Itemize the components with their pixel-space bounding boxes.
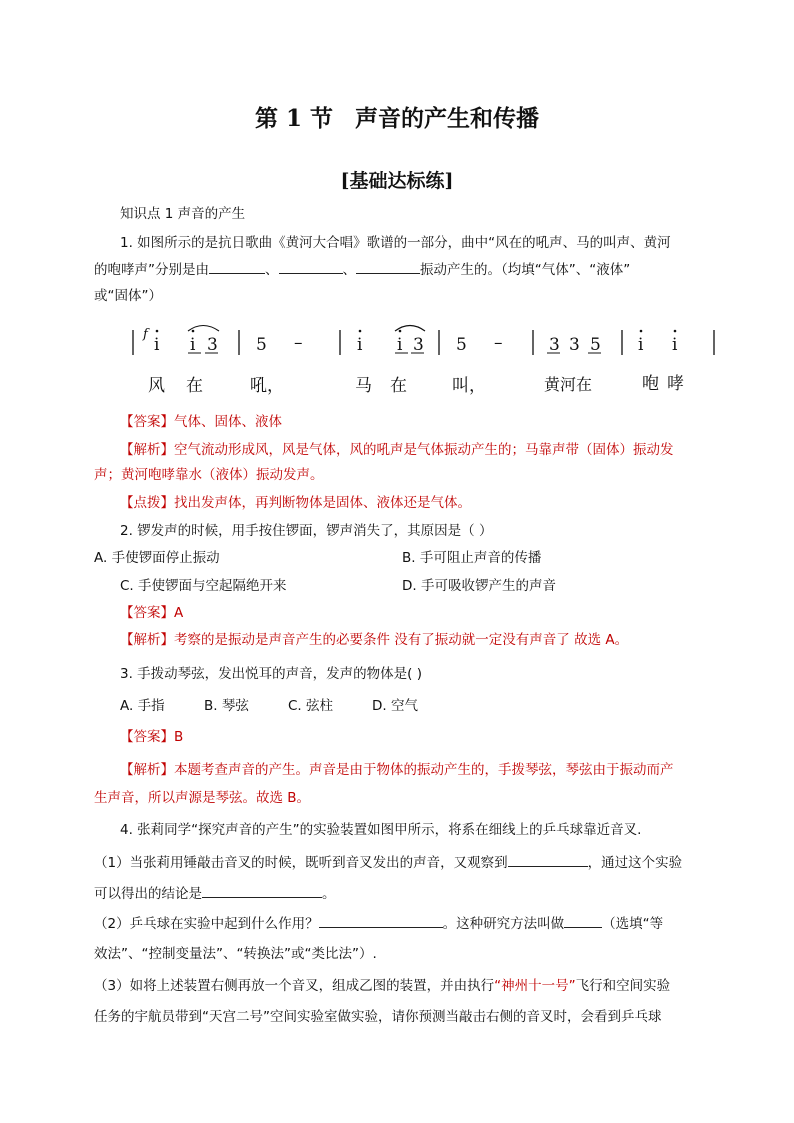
svg-text:5: 5 — [256, 335, 267, 355]
svg-text:3: 3 — [569, 335, 580, 355]
lyric: 叫， — [452, 376, 486, 396]
q3-analysis-line2: 生声音，所以声源是琴弦。故选 B。 — [94, 790, 311, 806]
q2-option-d: D. 手可吸收锣产生的声音 — [402, 578, 556, 594]
svg-text:3: 3 — [413, 335, 424, 355]
svg-text:5: 5 — [456, 335, 467, 355]
q1-answer: 【答案】气体、固体、液体 — [120, 414, 282, 430]
answer-blank[interactable] — [564, 913, 602, 928]
q2-analysis: 【解析】考察的是振动是声音产生的必要条件 没有了振动就一定没有声音了 故选 A。 — [120, 632, 629, 648]
svg-text:i: i — [357, 335, 363, 355]
lyric: 马 — [355, 376, 372, 396]
lyric: 风 — [148, 376, 165, 396]
q2-answer: 【答案】A — [120, 605, 184, 621]
answer-blank[interactable] — [356, 259, 420, 274]
svg-text:3: 3 — [549, 335, 560, 355]
q1-stem-line2: 的咆哮声”分别是由 、 、 振动产生的。（均填“气体”、“液体” — [94, 259, 630, 280]
q4-stem: 4. 张莉同学“探究声音的产生”的实验装置如图甲所示，将系在细线上的乒乓球靠近音叉. — [120, 822, 642, 838]
svg-text:i: i — [638, 335, 644, 355]
answer-blank[interactable] — [279, 259, 343, 274]
svg-text:i: i — [190, 335, 196, 355]
dynamic-mark: f — [143, 327, 148, 342]
q1-stem-line3: 或“固体”） — [94, 288, 162, 304]
lyric: 黄河在 — [544, 375, 593, 394]
q3-stem: 3. 手拨动琴弦，发出悦耳的声音，发声的物体是( ) — [120, 666, 422, 682]
lyric: 在 — [390, 376, 407, 396]
q2-option-c: C. 手使锣面与空起隔绝开来 — [120, 578, 287, 594]
q4-part3-line2: 任务的宇航员带到“天宫二号”空间实验室做实验，请你预测当敲击右侧的音叉时，会看到乒乓球 — [94, 1009, 662, 1025]
music-score-image — [124, 318, 724, 398]
svg-text:3: 3 — [207, 335, 218, 355]
q2-option-b: B. 手可阻止声音的传播 — [402, 550, 542, 566]
lyric: 咆 — [642, 374, 659, 394]
answer-blank[interactable] — [319, 913, 443, 928]
q3-option-a: A. 手指 — [120, 698, 165, 714]
section-title: 声音的产生和传播 — [355, 105, 540, 132]
q1-analysis-line2: 声；黄河咆哮靠水（液体）振动发声。 — [94, 467, 324, 483]
svg-text:–: – — [294, 333, 303, 353]
q2-stem: 2. 锣发声的时候，用手按住锣面，锣声消失了，其原因是（ ） — [120, 523, 493, 539]
q4-part3-line1: （3）如将上述装置右侧再放一个音叉，组成乙图的装置，并由执行“神州十一号”飞行和空间实验 — [94, 978, 671, 994]
q3-analysis-line1: 【解析】本题考查声音的产生。声音是由于物体的振动产生的，手拨琴弦，琴弦由于振动而产 — [120, 762, 674, 778]
knowledge-point-heading: 知识点 1 声音的产生 — [120, 206, 246, 222]
page-title — [0, 100, 794, 133]
lyric: 在 — [186, 376, 203, 396]
q4-part2-line1: （2）乒乓球在实验中起到什么作用？ 。这种研究方法叫做 （选填“等 — [94, 913, 663, 934]
page-subtitle: [基础达标练] — [340, 170, 454, 192]
q3-option-b: B. 琴弦 — [204, 698, 249, 714]
svg-text:–: – — [494, 333, 503, 353]
q4-part1-line1: （1）当张莉用锤敲击音叉的时候，既听到音叉发出的声音，又观察到 ，通过这个实验 — [94, 852, 682, 873]
lyric: 哮 — [667, 374, 684, 394]
lyric: 吼， — [250, 376, 284, 396]
q4-part2-line2: 效法”、“控制变量法”、“转换法”或“类比法”）. — [94, 946, 377, 962]
svg-text:i: i — [397, 335, 403, 355]
q1-analysis-line1: 【解析】空气流动形成风，风是气体，风的吼声是气体振动产生的；马靠声带（固体）振动发 — [120, 442, 674, 458]
svg-text:5: 5 — [590, 335, 601, 355]
answer-blank[interactable] — [209, 259, 265, 274]
q3-option-c: C. 弦柱 — [288, 698, 334, 714]
answer-blank[interactable] — [508, 852, 588, 867]
svg-text:i: i — [672, 335, 678, 355]
q3-option-d: D. 空气 — [372, 698, 418, 714]
q4-part1-line2: 可以得出的结论是 。 — [94, 883, 336, 904]
q1-tip: 【点拨】找出发声体，再判断物体是固体、液体还是气体。 — [120, 495, 471, 511]
q3-answer: 【答案】B — [120, 729, 184, 745]
svg-text:i: i — [154, 335, 160, 355]
q2-option-a: A. 手使锣面停止振动 — [94, 550, 220, 566]
q1-stem-line1: 1. 如图所示的是抗日歌曲《黄河大合唱》歌谱的一部分，曲中“风在的吼声、马的叫声、黄河 — [120, 235, 671, 251]
section-number: 第 1 节 — [254, 105, 334, 132]
answer-blank[interactable] — [202, 883, 322, 898]
